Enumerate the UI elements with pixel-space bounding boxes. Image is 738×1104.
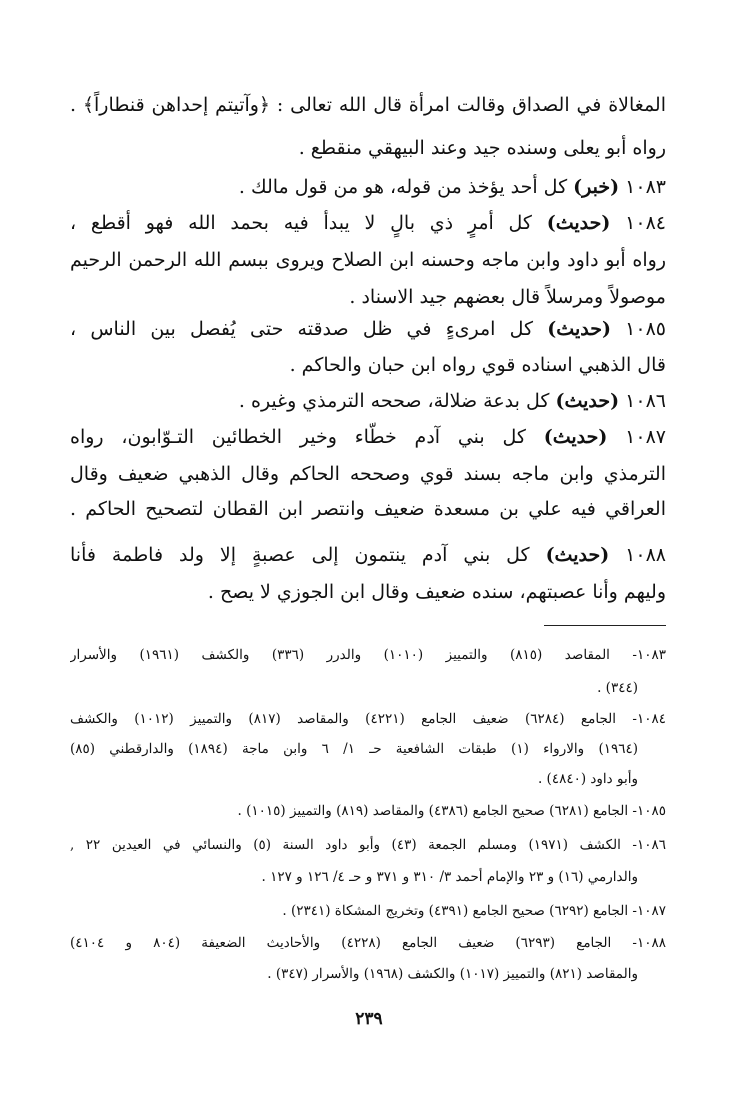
entry-type-label: (حديث) [543,426,608,448]
entry-text: كل بني آدم ينتمون إلى عصبةٍ إلا ولد فاطمة فأنا [70,544,530,566]
entry-number: ١٠٨٧ [625,426,666,448]
entry-type-label: (حديث) [546,212,611,234]
footnote-1084: ١٠٨٤- الجامع (٦٢٨٤) ضعيف الجامع (٤٢٢١) والمقاصد (٨١٧) والتمييز (١٠١٢) والكشف [70,711,666,727]
hadith-1083 [70,172,666,202]
page-number: ٢٣٩ [355,1009,383,1029]
entry-text: كل أمرٍ ذي بالٍ لا يبدأ فيه بحمد الله فهو أقطع ، [70,212,532,234]
hadith-1085 [70,314,666,344]
entry-number: ١٠٨٥ [625,318,666,340]
footnote-1088-cont: والمقاصد (٨٢١) والتمييز (١٠١٧) والكشف (١٩٦٨) والأسرار (٣٤٧) . [267,966,638,982]
text-line-6: رواه أبو داود وابن ماجه وحسنه ابن الصلاح ويروى ببسم الله الرحمن الرحيم [70,249,666,271]
entry-text: كل أحد يؤخذ من قوله، هو من قول مالك . [238,176,568,198]
footnote-1083-cont: (٣٤٤) . [597,680,638,696]
footnote-1086: ١٠٨٦- الكشف (١٩٧١) ومسلم الجمعة (٤٣) وأبو داود السنة (٥) والنسائي في العيدين ٢٢ , [70,837,666,853]
entry-type-label: (حديث) [547,318,611,340]
hadith-1087 [70,422,666,452]
text-line-7: موصولاً ومرسلاً قال بعضهم جيد الاسناد . [349,286,666,308]
text-line-1: المغالاة في الصداق وقالت امرأة قال الله تعالى : ﴿وآتيتم إحداهن قنطاراً﴾ . [70,94,666,116]
entry-number: ١٠٨٦ [625,390,666,412]
hadith-1086 [70,386,666,416]
footnote-1084-cont-2: وأبو داود (٤٨٤٠) . [537,771,638,787]
hadith-1088 [70,540,666,570]
text-line-12: الترمذي وابن ماجه بسند قوي وصححه الحاكم وقال الذهبي ضعيف وقال [70,463,666,485]
entry-type-label: (حديث) [555,390,620,412]
footnote-1083: ١٠٨٣- المقاصد (٨١٥) والتمييز (١٠١٠) والدرر (٣٣٦) والكشف (١٩٦١) والأسرار [70,647,666,663]
text-line-15: وليهم وأنا عصبتهم، سنده ضعيف وقال ابن الجوزي لا يصح . [207,581,666,603]
entry-number: ١٠٨٤ [625,212,666,234]
footnote-1086-cont: والدارمي (١٦) و ٢٣ والإمام أحمد ٣/ ٣١٠ و ٣٧١ و حـ ٤/ ١٢٦ و ١٢٧ . [261,869,638,885]
entry-type-label: (خبر) [573,176,620,198]
text-line-13: العراقي فيه علي بن مسعدة ضعيف وانتصر ابن القطان لتصحيح الحاكم . [70,498,666,520]
footnote-1087: ١٠٨٧- الجامع (٦٢٩٢) صحيح الجامع (٤٣٩١) وتخريج المشكاة (٢٣٤١) . [282,903,666,919]
entry-number: ١٠٨٨ [625,544,666,566]
hadith-1084 [70,208,666,238]
entry-text: كل بدعة ضلالة، صححه الترمذي وغيره . [238,390,550,412]
footnote-separator [544,625,666,626]
entry-text: كل امرىءٍ في ظل صدقته حتى يُفصل بين الناس ، [70,318,534,340]
footnote-1085: ١٠٨٥- الجامع (٦٢٨١) صحيح الجامع (٤٣٨٦) والمقاصد (٨١٩) والتمييز (١٠١٥) . [237,803,666,819]
entry-text: كل بني آدم خطّاء وخير الخطائين التـوّابون، رواه [70,426,526,448]
text-line-2: رواه أبو يعلى وسنده جيد وعند البيهقي منقطع . [298,137,666,159]
entry-type-label: (حديث) [545,544,610,566]
text-line-9: قال الذهبي اسناده قوي رواه ابن حبان والحاكم . [289,354,666,376]
entry-number: ١٠٨٣ [625,176,666,198]
footnote-1088: ١٠٨٨- الجامع (٦٢٩٣) ضعيف الجامع (٤٢٢٨) والأحاديث الضعيفة (٨٠٤ و ٤١٠٤) [70,935,666,951]
footnote-1084-cont: (١٩٦٤) والارواء (١) طبقات الشافعية حـ ١/ ٦ وابن ماجة (١٨٩٤) والدارقطني (٨٥) [70,741,638,757]
